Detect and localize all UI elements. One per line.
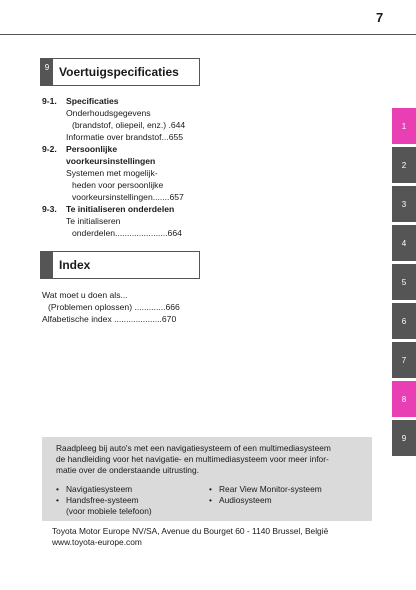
side-tab-7[interactable]: 7 — [392, 342, 416, 378]
info-box — [42, 437, 372, 521]
section-tab — [41, 252, 53, 278]
section-header-index — [40, 251, 200, 279]
chapter-title: Persoonlijke — [66, 144, 118, 154]
info-text: Raadpleeg bij auto's met een navigatiesysteem of een multimediasysteem de handleiding voor het navigatie- en multimediasysteem voor meer infor- matie over de onderstaande uitrusting. — [56, 443, 331, 475]
entry-line: Te initialiseren — [66, 216, 121, 226]
side-tab-4[interactable]: 4 — [392, 225, 416, 261]
entry-line: (Problemen oplossen) .............666 — [48, 302, 180, 312]
side-tab-2[interactable]: 2 — [392, 147, 416, 183]
entry-line: Wat moet u doen als... — [42, 290, 128, 300]
entry-line: Alfabetische index ....................670 — [42, 314, 177, 324]
toc-specifications — [42, 95, 198, 239]
toc-entry[interactable] — [42, 215, 198, 239]
chapter-title: Specificaties — [66, 96, 119, 106]
entry-line: Informatie over brandstof...655 — [66, 132, 184, 142]
toc-entry[interactable] — [42, 289, 198, 313]
side-tab-9[interactable]: 9 — [392, 420, 416, 456]
chapter-number: 9-1. — [42, 96, 57, 106]
equipment-list — [56, 484, 362, 517]
header-rule — [0, 34, 416, 35]
toc-entry[interactable] — [42, 167, 198, 203]
toc-chapter[interactable] — [42, 95, 198, 107]
chapter-number: 9-3. — [42, 204, 57, 214]
side-tab-3[interactable]: 3 — [392, 186, 416, 222]
list-item-note: (voor mobiele telefoon) — [66, 506, 152, 516]
section-header-specifications — [40, 58, 200, 86]
entry-line: voorkeursinstellingen.......657 — [72, 192, 184, 202]
toc-index — [42, 289, 198, 325]
toc-entry[interactable] — [42, 313, 198, 325]
footer-website[interactable]: www.toyota-europe.com — [52, 537, 142, 547]
equipment-column-right — [209, 484, 362, 517]
side-tab-5[interactable]: 5 — [392, 264, 416, 300]
equipment-column-left — [56, 484, 209, 517]
list-item: • Rear View Monitor-systeem — [209, 484, 322, 494]
list-item: • Audiosysteem — [209, 495, 272, 505]
list-item: • Handsfree-systeem — [56, 495, 139, 505]
entry-line: heden voor persoonlijke — [72, 180, 164, 190]
side-tab-8[interactable]: 8 — [392, 381, 416, 417]
entry-line: Systemen met mogelijk- — [66, 168, 158, 178]
chapter-title: voorkeursinstellingen — [66, 156, 156, 166]
bullet-icon: • — [209, 495, 212, 505]
side-tab-1[interactable]: 1 — [392, 108, 416, 144]
section-tab: 9 — [41, 59, 53, 85]
chapter-title: Te initialiseren onderdelen — [66, 204, 175, 214]
page-number: 7 — [376, 10, 384, 25]
section-title: Voertuigspecificaties — [59, 65, 179, 79]
footer-address: Toyota Motor Europe NV/SA, Avenue du Bourget 60 - 1140 Brussel, België — [52, 526, 329, 536]
side-tab-6[interactable]: 6 — [392, 303, 416, 339]
chapter-number: 9-2. — [42, 144, 57, 154]
bullet-icon: • — [56, 484, 59, 494]
toc-chapter[interactable] — [42, 143, 198, 167]
toc-entry[interactable] — [42, 107, 198, 131]
toc-entry[interactable] — [42, 131, 198, 143]
bullet-icon: • — [56, 495, 59, 505]
footer — [52, 526, 328, 548]
bullet-icon: • — [209, 484, 212, 494]
entry-line: onderdelen......................664 — [72, 228, 182, 238]
toc-chapter[interactable] — [42, 203, 198, 215]
entry-line: (brandstof, oliepeil, enz.) .644 — [72, 120, 186, 130]
section-title: Index — [59, 258, 91, 272]
entry-line: Onderhoudsgegevens — [66, 108, 151, 118]
list-item: • Navigatiesysteem — [56, 484, 133, 494]
